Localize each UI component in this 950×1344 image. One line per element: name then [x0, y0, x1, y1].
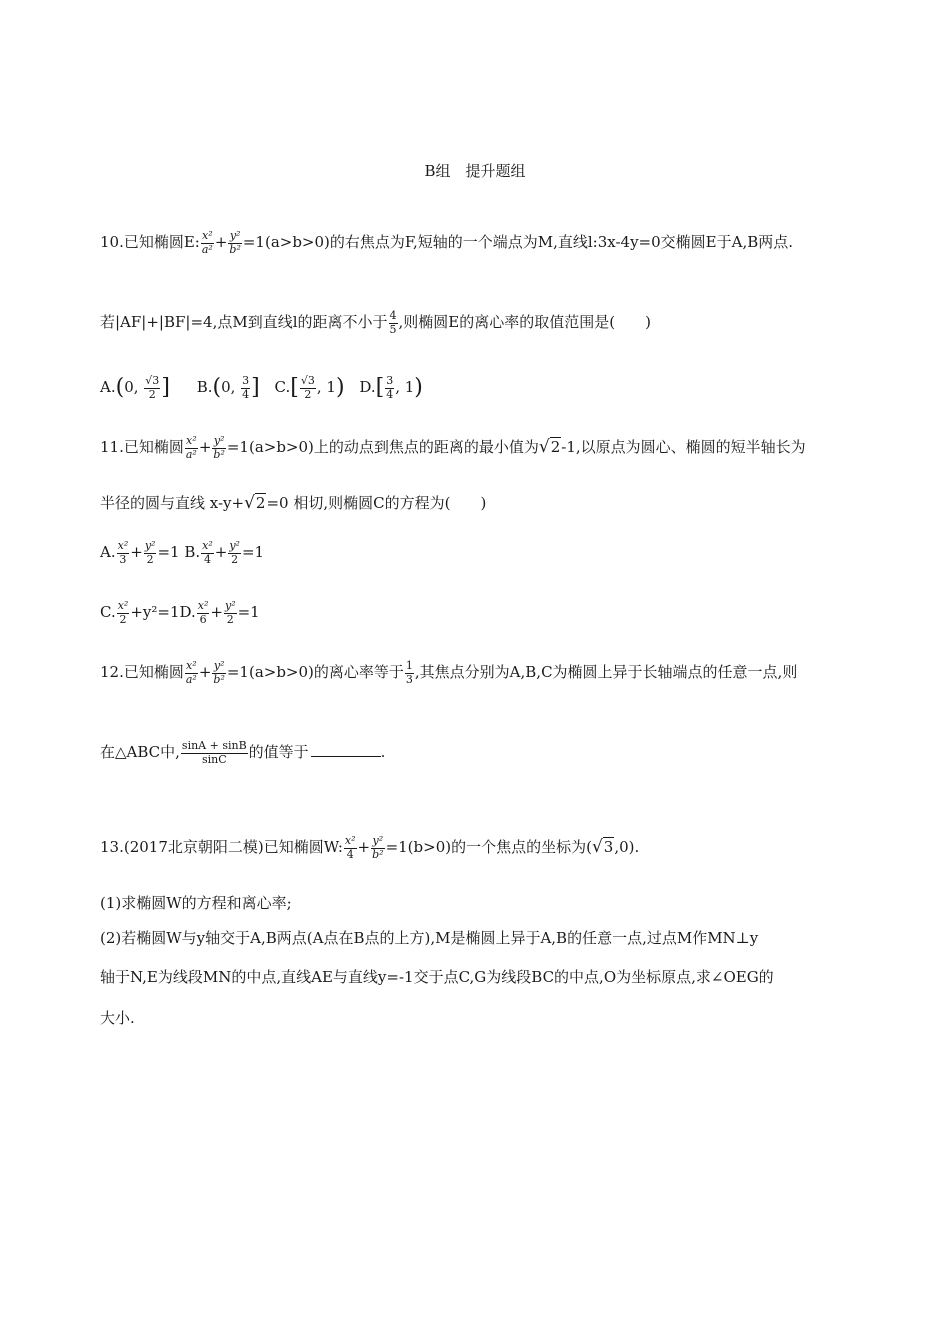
frac-x2-a2: $\frac{\text{x²}}{\text{a²}}$	[201, 229, 213, 256]
sin-fraction: $\frac{\sin A + \sin B}{\sin C}$	[181, 739, 247, 766]
q10-line1: 10.已知椭圆E: $\frac{\text{x²}}{\text{a²}}$ + $\frac{\text{y²}}{\text{b²}}$ =1(a>b>0)的右焦点为F,短轴的一个端点为M,直线l:3x-4y=0交椭圆E于A,B两点.	[100, 229, 793, 256]
frac-y2-b2: $\frac{\text{y²}}{\text{b²}}$	[229, 229, 241, 256]
q11-option-c[interactable]: C. $\frac{\text{x²}}{2}$ +y²=1	[100, 599, 180, 626]
q11-option-a[interactable]: A. $\frac{\text{x²}}{3}$ + $\frac{\text{y²}}{2}$ =1	[100, 539, 180, 566]
q11-option-b[interactable]: B. $\frac{\text{x²}}{4}$ + $\frac{\text{y²}}{2}$ =1	[184, 539, 265, 566]
q10-option-d[interactable]: D.[ $\frac{3}{4}$ , 1)	[359, 374, 423, 401]
answer-blank[interactable]	[311, 744, 381, 757]
q13-part2-line1: (2)若椭圆W与y轴交于A,B两点(A点在B点的上方),M是椭圆上异于A,B的任意一点,过点M作MN⊥y	[100, 929, 759, 947]
sqrt-2: √2	[538, 437, 561, 458]
section-title: B组 提升题组	[424, 162, 526, 180]
q11-line2: 半径的圆与直线 x-y+√2=0 相切,则椭圆C的方程为( )	[100, 493, 487, 513]
q11-options-cd	[100, 600, 260, 626]
q10-option-a[interactable]: A.(0, $\frac{√3}{2}$ ]	[100, 374, 170, 401]
q11-option-d[interactable]: D. $\frac{\text{x²}}{6}$ + $\frac{\text{y²}}{2}$ =1	[179, 599, 260, 626]
q12-line2: 在△ABC中, $\frac{\sin A + \sin B}{\sin C}$ 的值等于 .	[100, 739, 386, 766]
q11-line1: 11.已知椭圆 $\frac{\text{x²}}{\text{a²}}$ + $\frac{\text{y²}}{\text{b²}}$ =1(a>b>0)上的动点到焦点的距离的最小值为√2-1,以原点为圆心、椭圆的短半轴长为	[100, 434, 806, 461]
q11-options-ab	[100, 540, 264, 566]
q13-part1: (1)求椭圆W的方程和离心率;	[100, 894, 292, 912]
frac-4-5: $\frac{4}{5}$	[389, 309, 397, 336]
q10-option-c[interactable]: C.[ $\frac{√3}{2}$ , 1)	[274, 374, 345, 401]
q10-options	[100, 375, 423, 401]
q10-line2: 若|AF|+|BF|=4,点M到直线l的距离不小于 $\frac{4}{5}$ ,则椭圆E的离心率的取值范围是( )	[100, 309, 651, 336]
q10-option-b[interactable]: B.(0, $\frac{3}{4}$ ]	[196, 374, 260, 401]
q13-line1: 13.(2017北京朝阳二模)已知椭圆W: $\frac{\text{x²}}{4}$ + $\frac{\text{y²}}{\text{b²}}$ =1(b>0)的一个焦点的坐标为(√3,0).	[100, 834, 640, 861]
q12-line1: 12.已知椭圆 $\frac{\text{x²}}{\text{a²}}$ + $\frac{\text{y²}}{\text{b²}}$ =1(a>b>0)的离心率等于 $\frac{1}{3}$ ,其焦点分别为A,B,C为椭圆上异于长轴端点的任意一点,则	[100, 659, 798, 686]
q13-part2-line3: 大小.	[100, 1009, 135, 1027]
q13-part2-line2: 轴于N,E为线段MN的中点,直线AE与直线y=-1交于点C,G为线段BC的中点,O为坐标原点,求∠OEG的	[100, 968, 774, 986]
